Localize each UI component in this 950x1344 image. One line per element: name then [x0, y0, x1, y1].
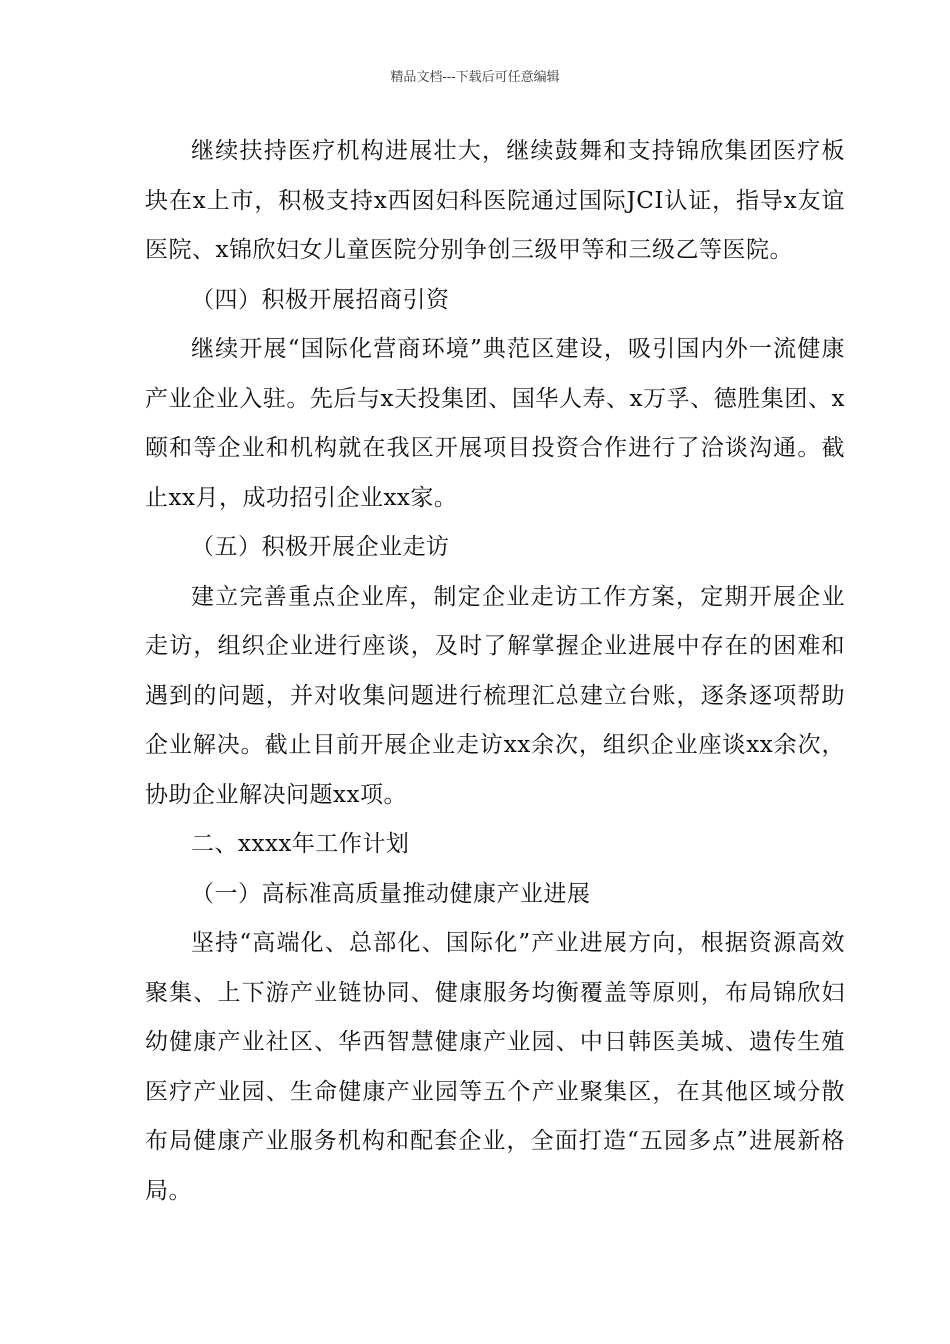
- paragraph-enterprise-visits: 建立完善重点企业库，制定企业走访工作方案，定期开展企业走访，组织企业进行座谈，及时了解掌握企业进展中存在的困难和遇到的问题，并对收集问题进行梳理汇总建立台账，逐条逐项帮助企业解决。截止目前开展企业走访xx余次，组织企业座谈xx余次，协助企业解决问题xx项。: [145, 583, 845, 808]
- paragraph-health-industry: 坚持“高端化、总部化、国际化”产业进展方向，根据资源高效聚集、上下游产业链协同、健康服务均衡覆盖等原则，布局锦欣妇幼健康产业社区、华西智慧健康产业园、中日韩医美城、遗传生殖医疗产业园、生命健康产业园等五个产业聚集区，在其他区域分散布局健康产业服务机构和配套企业，全面打造“五园多点”进展新格局。: [145, 930, 845, 1204]
- section-heading-work-plan: 二、xxxx年工作计划: [191, 831, 410, 857]
- section-heading-enterprise-visits: （五）积极开展企业走访: [191, 534, 450, 560]
- paragraph-investment: 继续开展“国际化营商环境”典范区建设，吸引国内外一流健康产业企业入驻。先后与x天投集团、国华人寿、x万孚、德胜集团、x颐和等企业和机构就在我区开展项目投资合作进行了洽谈沟通。截止xx月，成功招引企业xx家。: [145, 336, 845, 511]
- subsection-heading-health-industry: （一）高标准高质量推动健康产业进展: [191, 880, 591, 907]
- paragraph-medical-support: 继续扶持医疗机构进展壮大，继续鼓舞和支持锦欣集团医疗板块在x上市，积极支持x西囡妇科医院通过国际JCI认证，指导x友谊医院、x锦欣妇女儿童医院分别争创三级甲等和三级乙等医院。: [145, 138, 845, 263]
- document-body: [145, 127, 845, 1216]
- page-header: 精品文档---下载后可任意编辑: [390, 70, 560, 85]
- section-heading-investment: （四）积极开展招商引资: [191, 286, 450, 313]
